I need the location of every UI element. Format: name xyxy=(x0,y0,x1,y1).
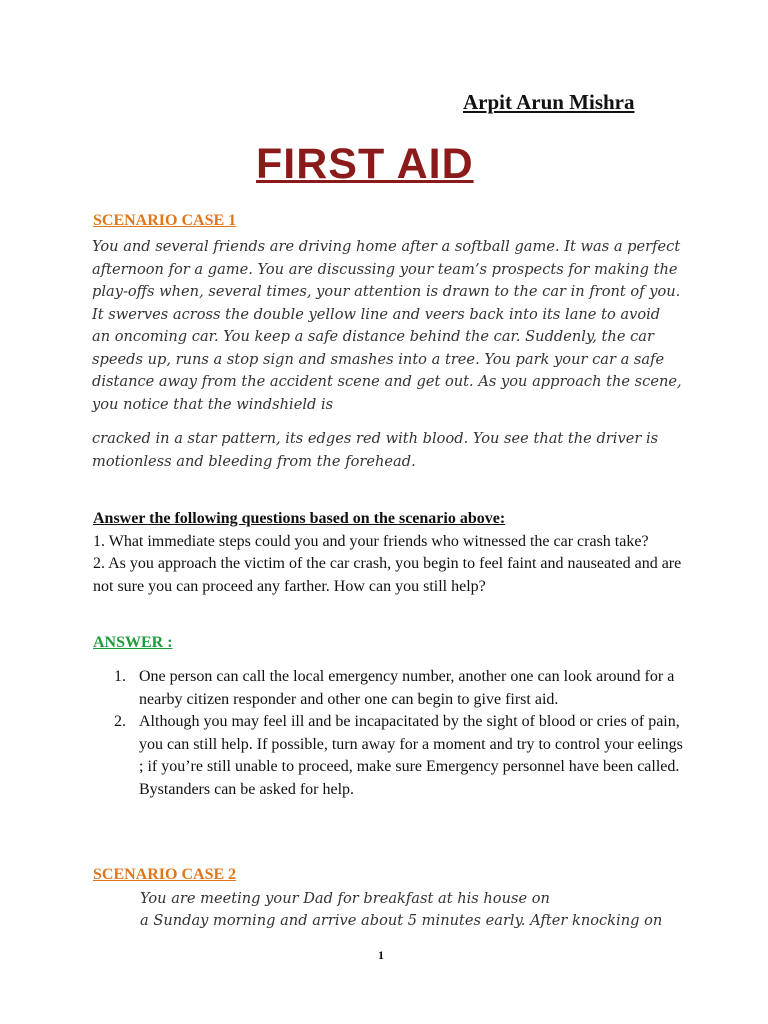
scenario-2-line-2: a Sunday morning and arrive about 5 minutes early. After knocking on xyxy=(140,912,663,929)
answer-list xyxy=(93,666,683,801)
answer-item-1 xyxy=(93,666,683,711)
scenario-1-heading: SCENARIO CASE 1 xyxy=(93,212,237,229)
answer-text: One person can call the local emergency number, another one can look around for a nearby citizen responder and other one can begin to give first aid. xyxy=(139,668,675,708)
answer-heading: ANSWER : xyxy=(93,634,173,651)
questions-heading: Answer the following questions based on the scenario above: xyxy=(93,510,506,527)
answer-item-2 xyxy=(93,711,683,801)
answer-text: Although you may feel ill and be incapacitated by the sight of blood or cries of pain, you can still help. If possible, turn away for a moment and try to control your eelings ; if you’re still unable to proceed, make sure Emergency personnel have been called. Bystanders can be asked for help. xyxy=(139,713,683,798)
author-name: Arpit Arun Mishra xyxy=(463,90,635,114)
answer-number: 1. xyxy=(114,668,126,685)
page-number: 1 xyxy=(378,948,384,962)
scenario-1-paragraph-1: You and several friends are driving home after a softball game. It was a perfect afternoon for a game. You are discussing your team’s prospects for making the play-offs when, several times, your attention is drawn to the car in front of you. It swerves across the double yellow line and veers back into its lane to avoid an oncoming car. You keep a safe distance behind the car. Suddenly, the car speeds up, runs a stop sign and smashes into a tree. You park your car a safe distance away from the accident scene and get out. As you approach the scene, you notice that the windshield is xyxy=(92,238,682,413)
document-title: FIRST AID xyxy=(256,140,474,188)
questions-block xyxy=(93,508,683,598)
question-2: 2. As you approach the victim of the car crash, you begin to feel faint and nauseated and are not sure you can proceed any farther. How can you still help? xyxy=(93,555,682,595)
scenario-1-paragraph-2: cracked in a star pattern, its edges red with blood. You see that the driver is motionless and bleeding from the forehead. xyxy=(92,430,659,470)
scenario-2-heading: SCENARIO CASE 2 xyxy=(93,866,237,883)
scenario-2-line-1: You are meeting your Dad for breakfast at his house on xyxy=(140,890,550,907)
question-1: 1. What immediate steps could you and your friends who witnessed the car crash take? xyxy=(93,532,649,550)
answer-number: 2. xyxy=(114,713,126,730)
